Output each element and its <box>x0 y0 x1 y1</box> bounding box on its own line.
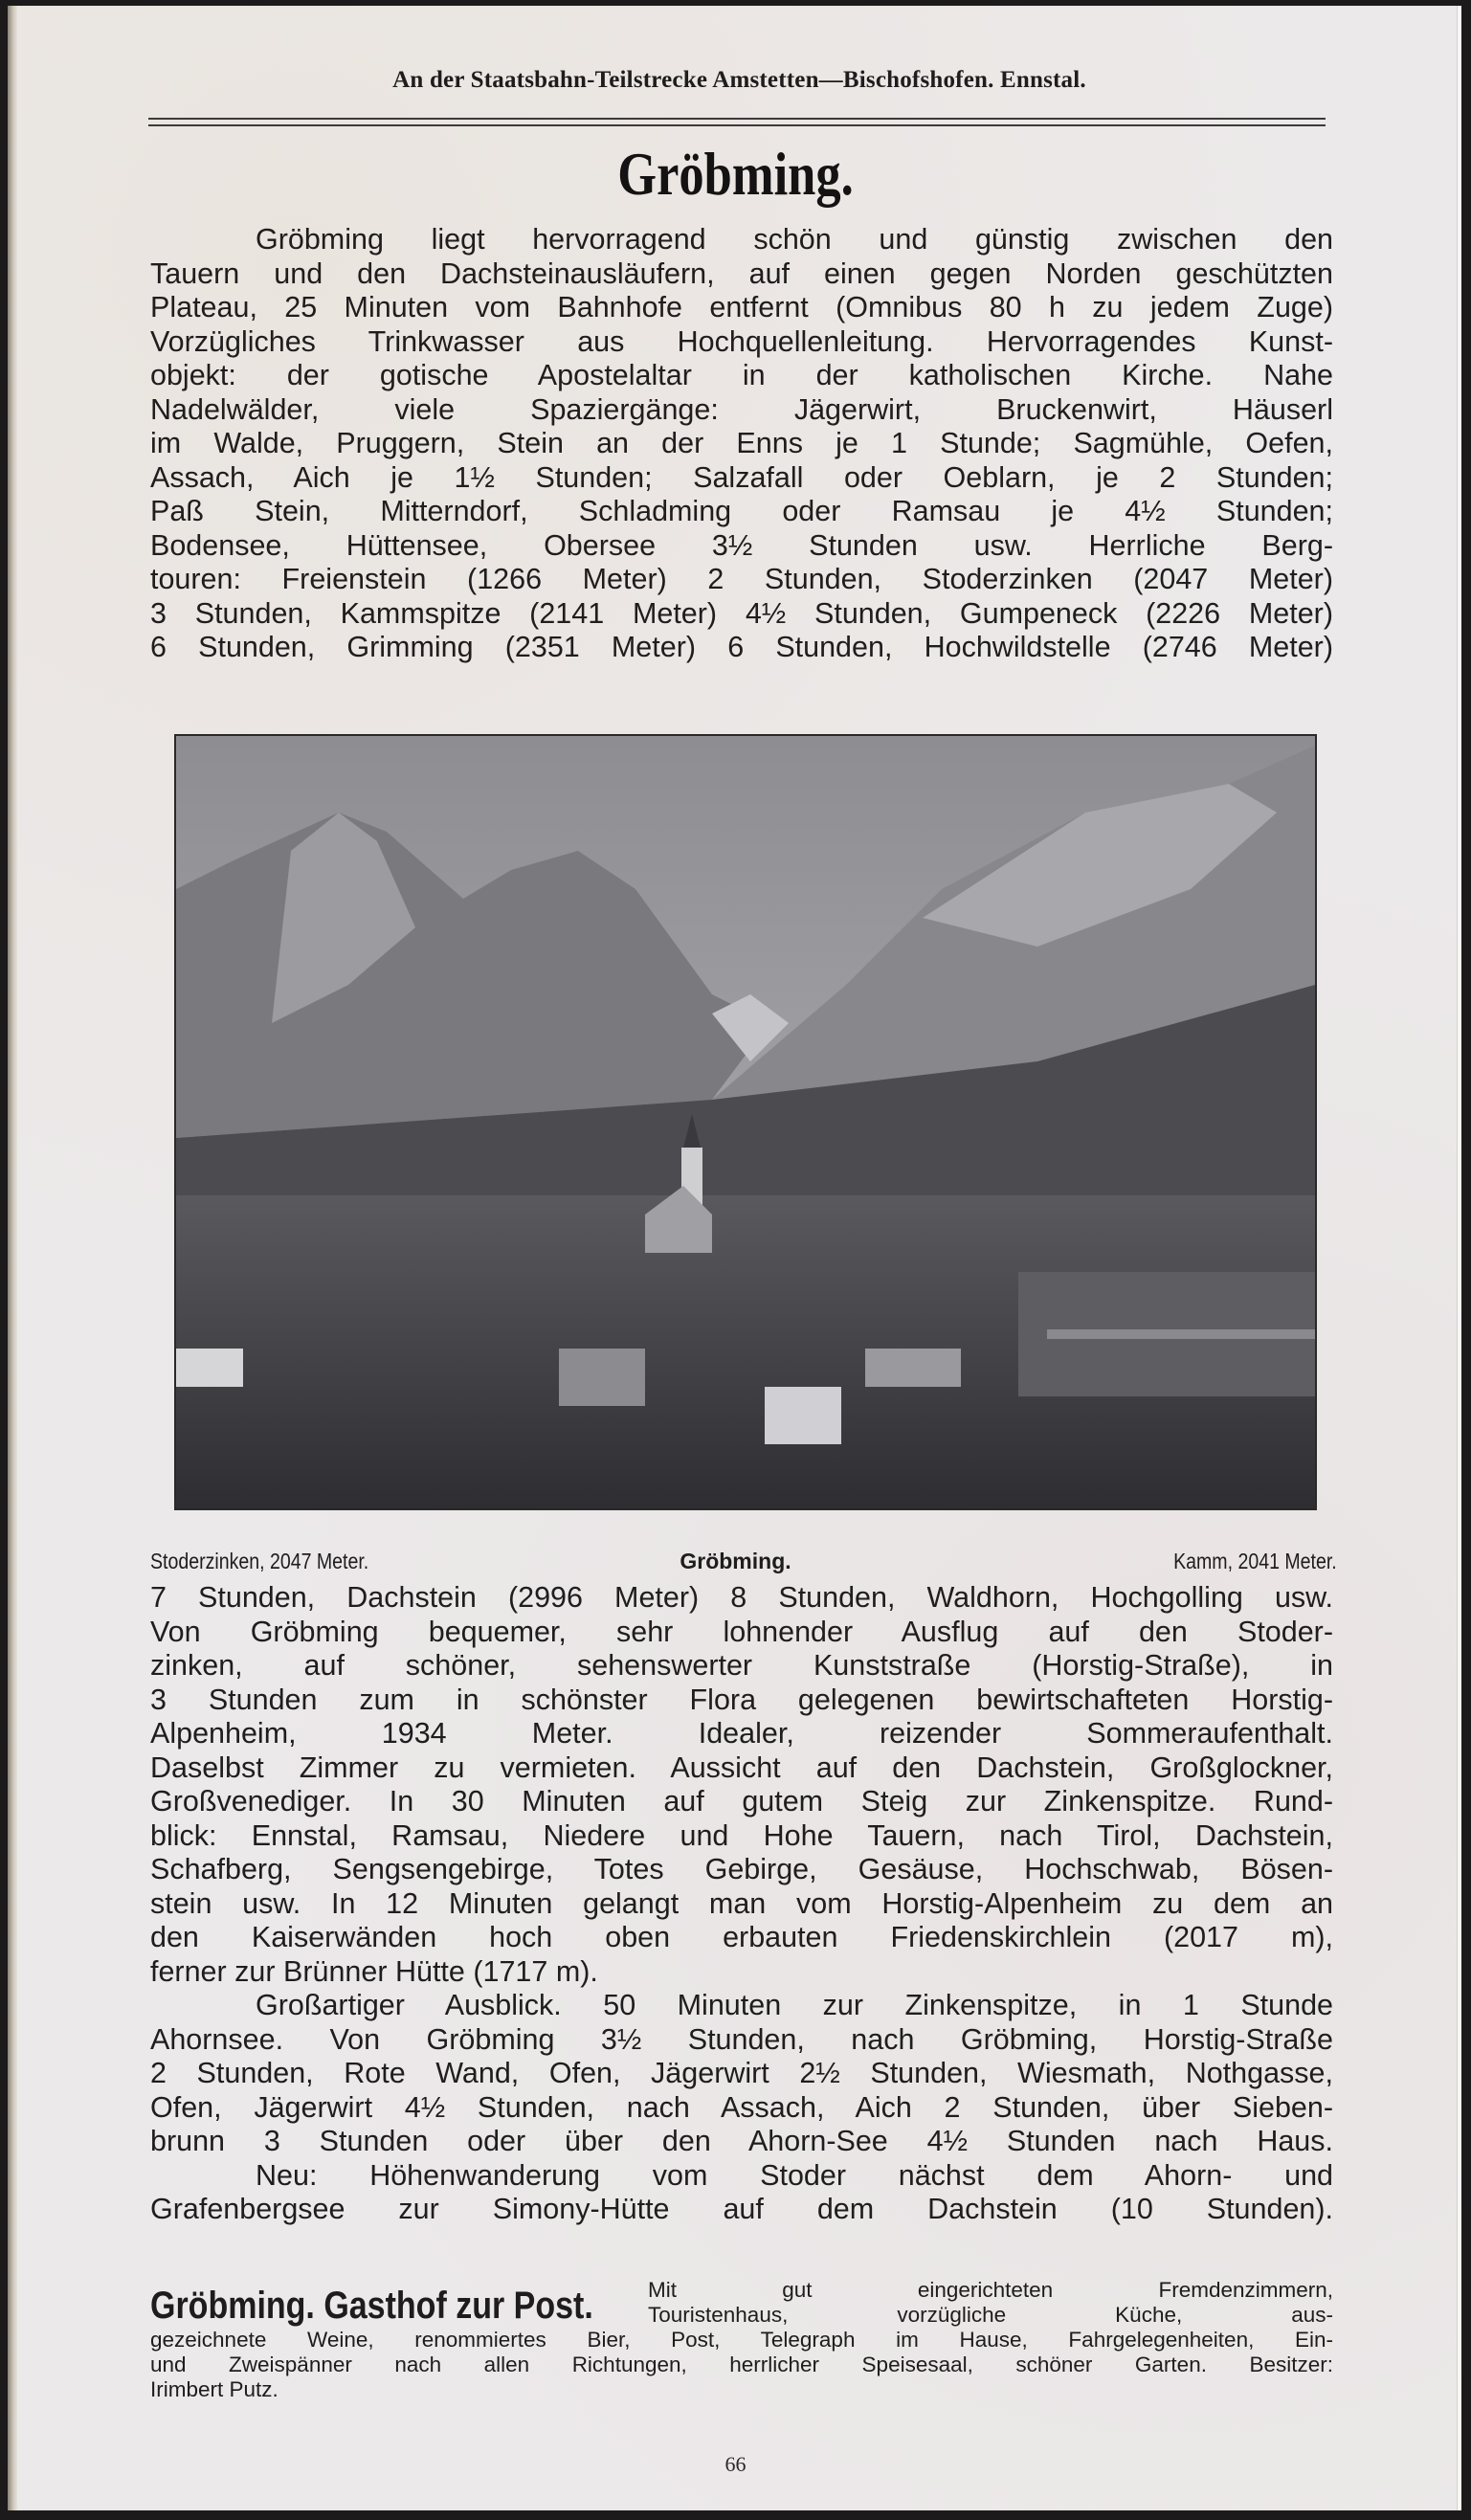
book-spine-shadow <box>8 6 17 2510</box>
road <box>1047 1329 1315 1339</box>
village-photograph <box>174 734 1317 1510</box>
intro-paragraph <box>150 223 1333 665</box>
text-line: Daselbst Zimmer zu vermieten. Aussicht auf den Dachstein, Großglockner, <box>150 1751 1333 1784</box>
advertisement-gasthof <box>150 2278 1333 2402</box>
barn <box>865 1349 961 1387</box>
ad-line: Touristenhaus, vorzügliche Küche, aus- <box>648 2303 1333 2327</box>
text-line: Tauern und den Dachsteinausläufern, auf einen gegen Norden geschützten <box>150 256 1333 290</box>
text-line: zinken, auf schöner, sehenswerter Kunststraße (Horstig-Straße), in <box>150 1649 1333 1682</box>
text-line: stein usw. In 12 Minuten gelangt man vom Horstig-Alpenheim zu dem an <box>150 1886 1333 1920</box>
text-line: Grafenbergsee zur Simony-Hütte auf dem Dachstein (10 Stunden). <box>150 2193 1333 2225</box>
text-line: Gröbming liegt hervorragend schön und günstig zwischen den <box>256 223 1333 256</box>
text-line: Von Gröbming bequemer, sehr lohnender Ausflug auf den Stoder- <box>150 1615 1333 1648</box>
page-number: 66 <box>724 2452 747 2476</box>
text-line: blick: Ennstal, Ramsau, Niedere und Hohe Tauern, nach Tirol, Dachstein, <box>150 1818 1333 1852</box>
text-line: 3 Stunden, Kammspitze (2141 Meter) 4½ Stunden, Gumpeneck (2226 Meter) <box>150 596 1333 630</box>
text-line: Nadelwälder, viele Spaziergänge: Jägerwirt, Bruckenwirt, Häuserl <box>150 392 1333 426</box>
advertisement-side-text <box>648 2278 1333 2328</box>
text-line: ferner zur Brünner Hütte (1717 m). <box>150 1954 598 1988</box>
text-line: Ofen, Jägerwirt 4½ Stunden, nach Assach, Aich 2 Stunden, über Sieben- <box>150 2090 1333 2124</box>
text-line: Ahornsee. Von Gröbming 3½ Stunden, nach Gröbming, Horstig-Straße <box>150 2022 1333 2056</box>
text-line: Vorzügliches Trinkwasser aus Hochquellenleitung. Hervorragendes Kunst- <box>150 324 1333 358</box>
photo-illustration <box>176 736 1315 1508</box>
header-rule-top <box>148 118 1326 120</box>
text-line: Paß Stein, Mitterndorf, Schladming oder Ramsau je 4½ Stunden; <box>150 495 1333 527</box>
text-line: im Walde, Pruggern, Stein an der Enns je 1 Stunde; Sagmühle, Oefen, <box>150 427 1333 459</box>
house-roof <box>559 1349 645 1406</box>
house-left <box>176 1349 243 1387</box>
text-line: 7 Stunden, Dachstein (2996 Meter) 8 Stunden, Waldhorn, Hochgolling usw. <box>150 1581 1333 1614</box>
advertisement-body <box>150 2328 1333 2402</box>
text-line: Bodensee, Hüttensee, Obersee 3½ Stunden usw. Herrliche Berg- <box>150 528 1333 562</box>
caption-center: Gröbming. <box>680 1549 791 1573</box>
text-line: Schafberg, Sengsengebirge, Totes Gebirge, Gesäuse, Hochschwab, Bösen- <box>150 1853 1333 1885</box>
text-line: Assach, Aich je 1½ Stunden; Salzafall oder Oeblarn, je 2 Stunden; <box>150 460 1333 494</box>
ad-line: und Zweispänner nach allen Richtungen, herrlicher Speisesaal, schöner Garten. Besitzer: <box>150 2353 1333 2376</box>
header-rule-bottom <box>148 124 1326 126</box>
text-line: touren: Freienstein (1266 Meter) 2 Stunden, Stoderzinken (2047 Meter) <box>150 563 1333 595</box>
caption-left: Stoderzinken, 2047 Meter. <box>150 1549 369 1573</box>
text-line: Alpenheim, 1934 Meter. Idealer, reizender Sommeraufenthalt. <box>150 1717 1333 1750</box>
text-line: 3 Stunden zum in schönster Flora gelegenen bewirtschafteten Horstig- <box>150 1683 1333 1716</box>
page-edge <box>1457 6 1461 2510</box>
advertisement-title: Gröbming. Gasthof zur Post. <box>150 2285 593 2327</box>
text-line: 2 Stunden, Rote Wand, Ofen, Jägerwirt 2½ Stunden, Wiesmath, Nothgasse, <box>150 2057 1333 2089</box>
text-line: Großvenediger. In 30 Minuten auf gutem Steig zur Zinkenspitze. Rund- <box>150 1785 1333 1818</box>
text-line: objekt: der gotische Apostelaltar in der katholischen Kirche. Nahe <box>150 359 1333 391</box>
text-line: 6 Stunden, Grimming (2351 Meter) 6 Stunden, Hochwildstelle (2746 Meter) <box>150 631 1333 663</box>
ad-line: gezeichnete Weine, renommiertes Bier, Post, Telegraph im Hause, Fahrgelegenheiten, Ein- <box>150 2328 1333 2352</box>
ad-line: Irimbert Putz. <box>150 2377 279 2401</box>
page-title: Gröbming. <box>617 140 854 208</box>
text-line: den Kaiserwänden hoch oben erbauten Friedenskirchlein (2017 m), <box>150 1921 1333 1953</box>
running-head: An der Staatsbahn-Teilstrecke Amstetten—Bischofshofen. Ennstal. <box>392 67 1086 93</box>
house-white <box>765 1387 841 1444</box>
caption-right: Kamm, 2041 Meter. <box>1173 1549 1337 1573</box>
text-line: Plateau, 25 Minuten vom Bahnhofe entfernt (Omnibus 80 h zu jedem Zuge) <box>150 291 1333 323</box>
ad-line: Mit gut eingerichteten Fremdenzimmern, <box>648 2278 1333 2302</box>
continued-paragraph <box>150 1581 1333 2227</box>
text-line: Großartiger Ausblick. 50 Minuten zur Zinkenspitze, in 1 Stunde <box>256 1989 1333 2021</box>
text-line: brunn 3 Stunden oder über den Ahorn-See 4½ Stunden nach Haus. <box>150 2125 1333 2157</box>
text-line: Neu: Höhenwanderung vom Stoder nächst dem Ahorn- und <box>256 2158 1333 2192</box>
